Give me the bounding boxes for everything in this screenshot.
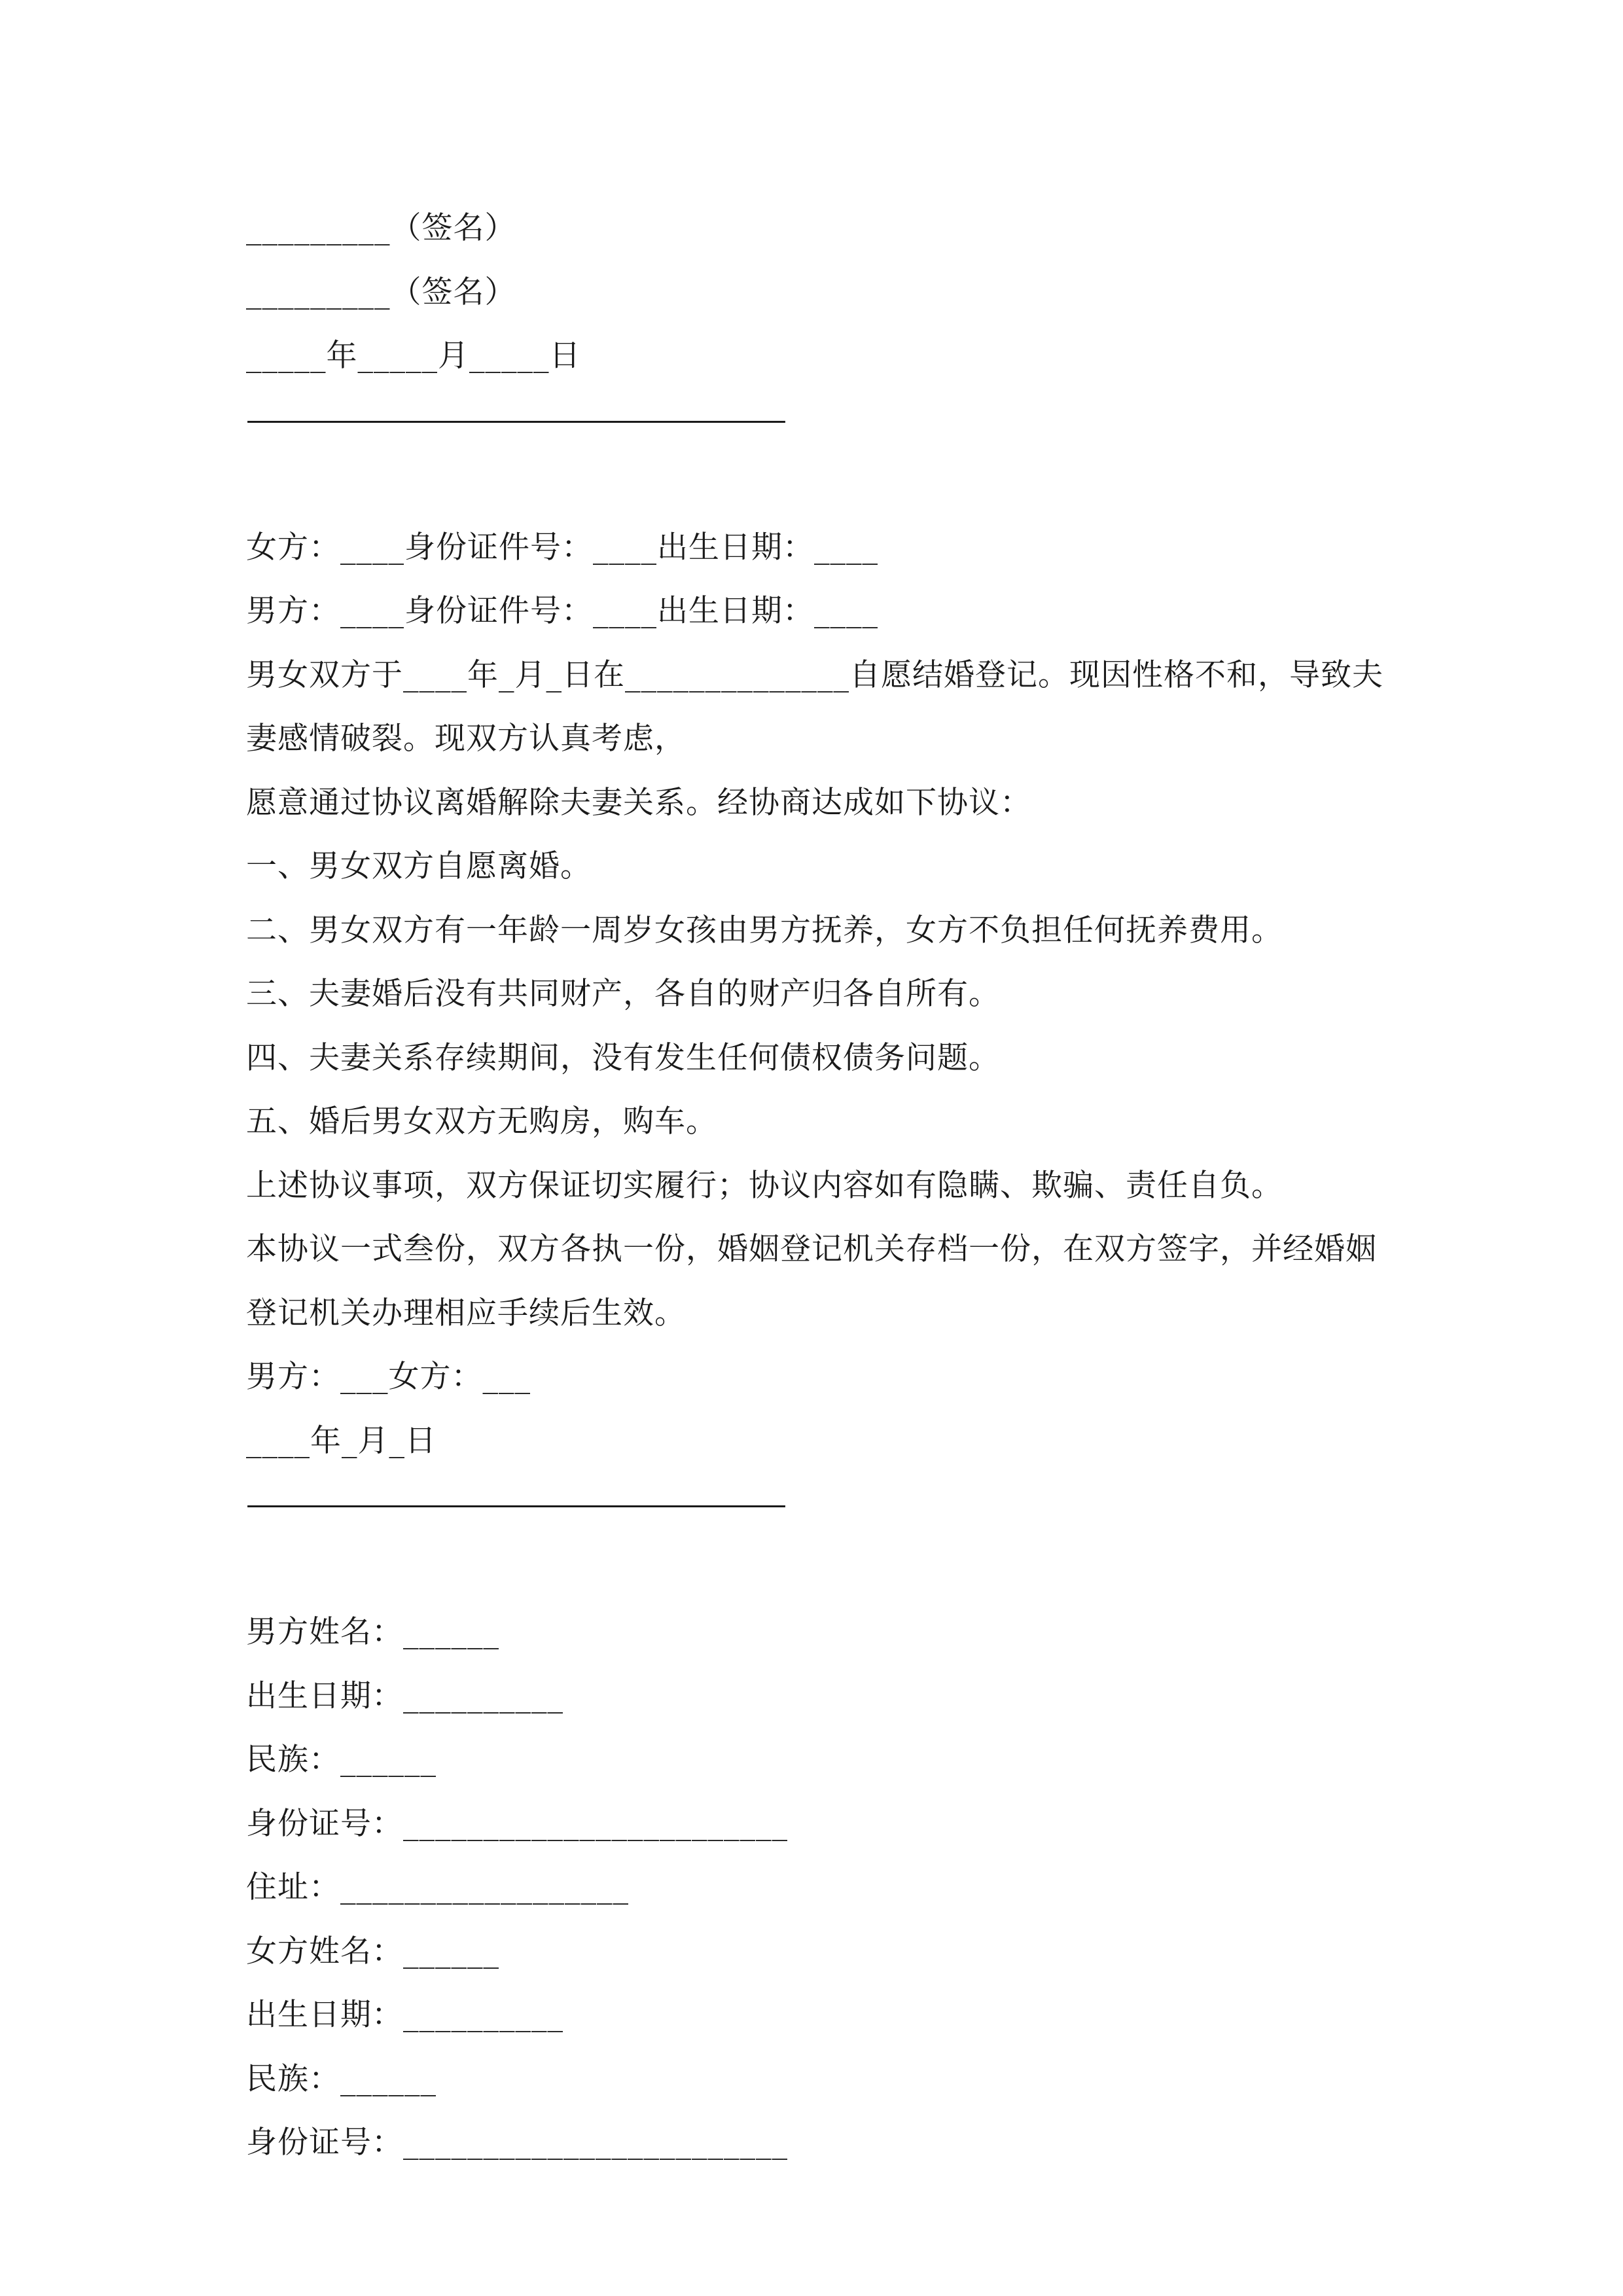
clause-2: 二、男女双方有一年龄一周岁女孩由男方抚养，女方不负担任何抚养费用。 [246,912,1283,948]
male-party-info: 男方：____身份证件号：____出生日期：____ [246,593,878,629]
male-ethnicity-field: 民族：______ [246,1742,437,1778]
male-name-field: 男方姓名：______ [246,1614,499,1650]
section-separator-2: ———————————————————— [246,1486,783,1522]
female-name-field: 女方姓名：______ [246,1933,499,1969]
agreement-intro-paragraph: 男女双方于____年_月_日在______________自愿结婚登记。现因性格不和，导致夫妻感情破裂。现双方认真考虑， [246,656,1383,757]
male-id-number-field: 身份证号：________________________ [246,1805,788,1842]
female-party-info: 女方：____身份证件号：____出生日期：____ [246,529,878,565]
signature-line-1: _________（签名） [246,210,516,246]
male-birthdate-field: 出生日期：__________ [246,1677,563,1714]
performance-statement: 上述协议事项，双方保证切实履行；协议内容如有隐瞒、欺骗、责任自负。 [246,1167,1283,1204]
female-birthdate-field: 出生日期：__________ [246,1997,563,2033]
section-separator-1: ———————————————————— [246,401,783,438]
agreement-intro-continuation: 愿意通过协议离婚解除夫妻关系。经协商达成如下协议： [246,784,1031,821]
female-id-number-field: 身份证号：________________________ [246,2125,788,2161]
female-ethnicity-field: 民族：______ [246,2060,437,2097]
signature-line-2: _________（签名） [246,274,516,310]
agreement-date-line: ____年_月_日 [246,1422,437,1459]
clause-1: 一、男女双方自愿离婚。 [246,848,592,884]
blank-gap [246,452,1385,516]
party-signature-line: 男方：___女方：___ [246,1359,531,1395]
document-body [246,196,1385,2175]
blank-gap [246,1537,1385,1601]
clause-3: 三、夫妻婚后没有共同财产，各自的财产归各自所有。 [246,976,1000,1012]
copies-statement: 本协议一式叁份，双方各执一份，婚姻登记机关存档一份，在双方签字，并经婚姻登记机关办理相应手续后生效。 [246,1231,1377,1331]
clause-4: 四、夫妻关系存续期间，没有发生任何债权债务问题。 [246,1039,1000,1076]
male-address-field: 住址：__________________ [246,1869,629,1905]
signature-date-line: _____年_____月_____日 [246,338,581,374]
clause-5: 五、婚后男女双方无购房，购车。 [246,1103,717,1139]
